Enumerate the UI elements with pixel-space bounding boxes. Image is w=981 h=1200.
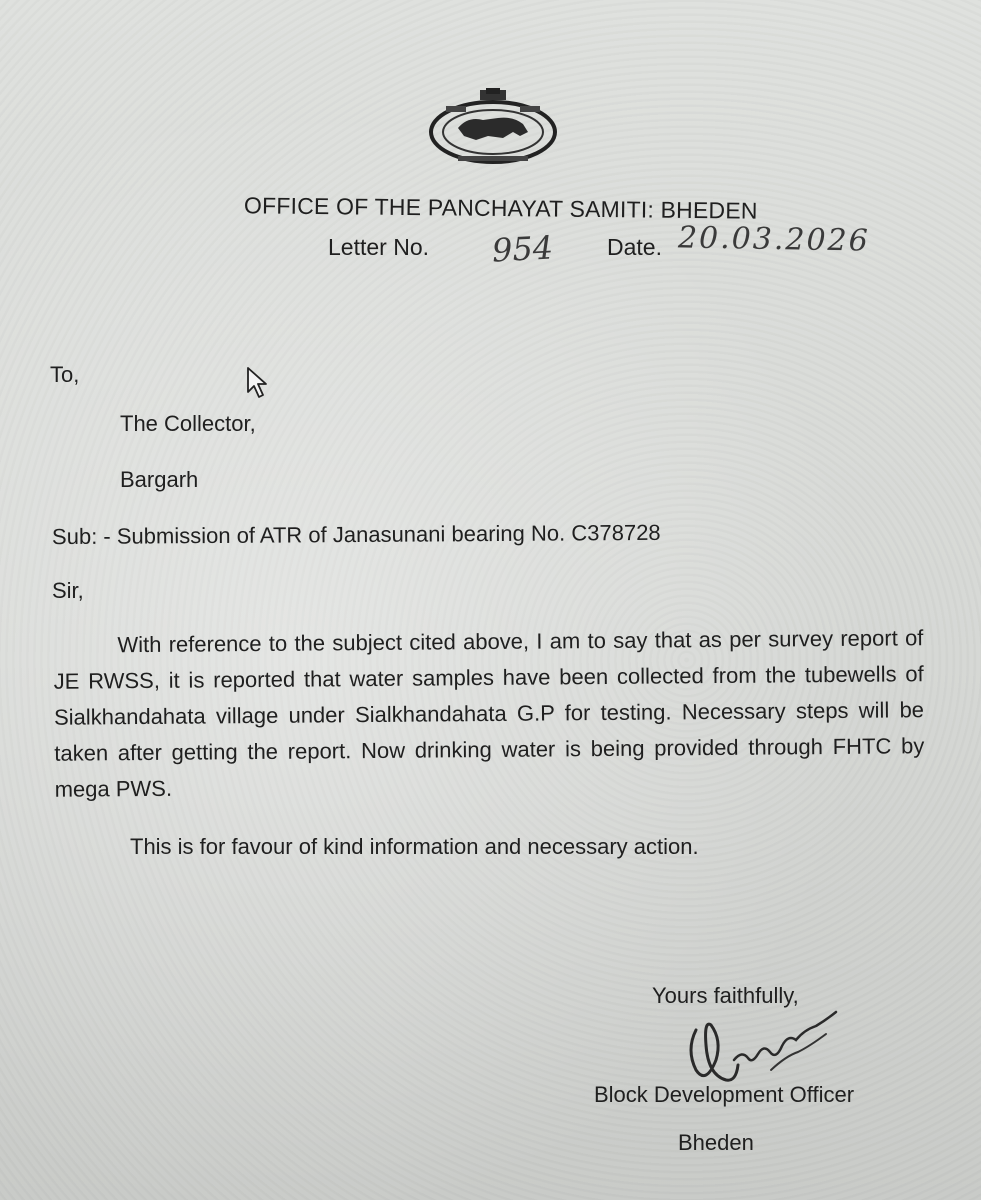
date-label: Date. bbox=[607, 234, 662, 260]
mouse-pointer-icon bbox=[246, 366, 268, 400]
body-paragraph: With reference to the subject cited above, I am to say that as per survey report of JE RWSS, it is reported that water samples have been collected from the tubewells of Sialkhandahata village under Sialkhandahata G.P for testing. Necessary steps will be taken after getting the report. Now drinking water is being provided through FHTC by mega PWS. bbox=[53, 625, 925, 802]
letter-no-label: Letter No. bbox=[328, 234, 429, 260]
to-line: To, bbox=[50, 362, 80, 387]
subject-line: Sub: - Submission of ATR of Janasunani bearing No. C378728 bbox=[51, 519, 661, 550]
date-value: 20.03.2026 bbox=[677, 220, 871, 259]
office-title: OFFICE OF THE PANCHAYAT SAMITI: BHEDEN bbox=[243, 192, 758, 224]
signoff-place: Bheden bbox=[678, 1130, 754, 1155]
yours-faithfully: Yours faithfully, bbox=[652, 983, 799, 1008]
recipient-place: Bargarh bbox=[120, 467, 199, 492]
letter-no-value: 954 bbox=[491, 228, 555, 270]
government-emblem-icon bbox=[428, 88, 558, 168]
closing-line: This is for favour of kind information and necessary action. bbox=[130, 834, 699, 859]
salutation: Sir, bbox=[52, 578, 84, 603]
designation: Block Development Officer bbox=[594, 1082, 855, 1107]
recipient-name: The Collector, bbox=[120, 411, 256, 436]
